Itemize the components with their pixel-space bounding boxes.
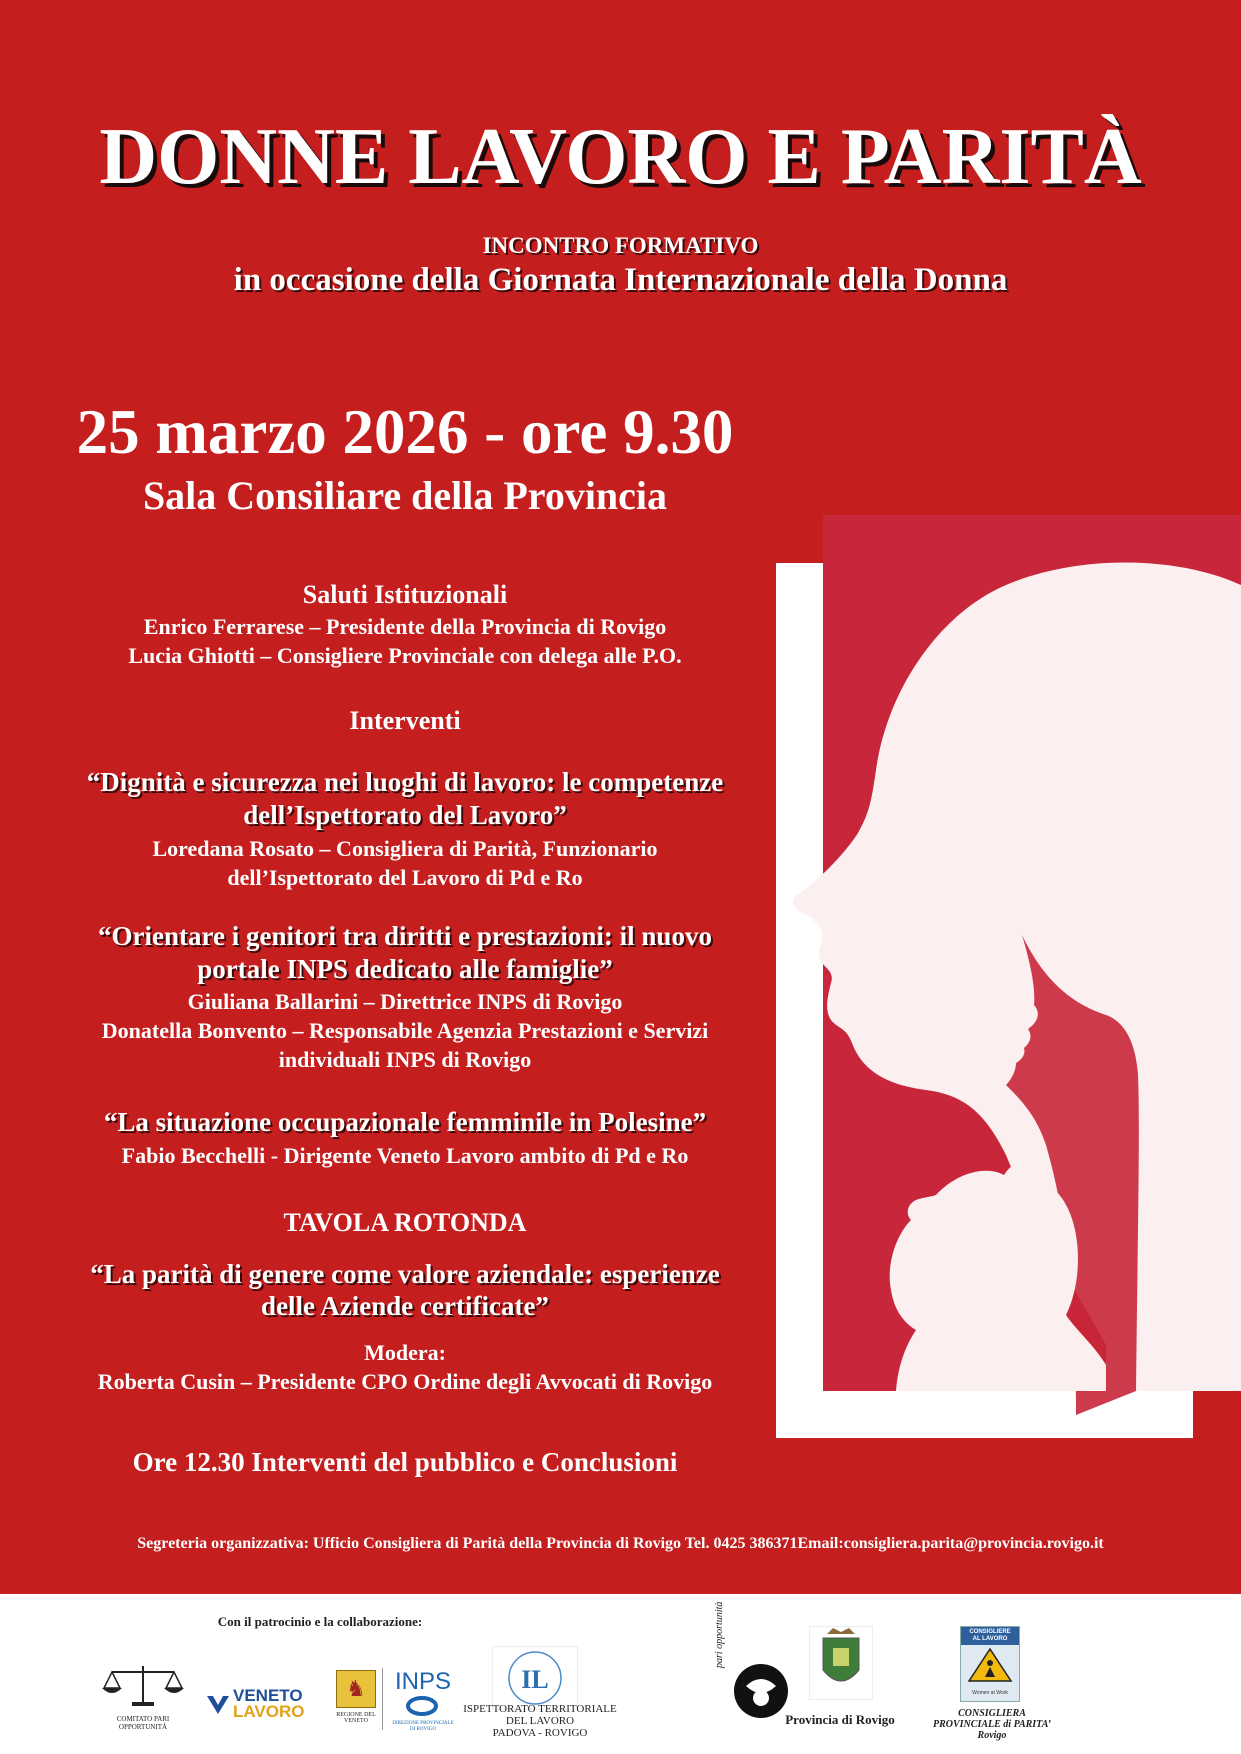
roundtable-title-line2: delle Aziende certificate” [261,1291,549,1321]
event-venue: Sala Consiliare della Provincia [142,473,668,518]
ispettorato-label-line1: ISPETTORATO TERRITORIALE [463,1703,617,1715]
lavoro-label: LAVORO [233,1702,305,1721]
talk2-speaker-line2: Donatella Bonvento – Responsabile Agenzia Prestazioni e Servizi [101,1018,709,1043]
consigliere-badge-line2: AL LAVORO [972,1636,1008,1642]
ispettorato-seal-icon [492,1646,578,1710]
greeting-speaker-2: Lucia Ghiotti – Consigliere Provinciale con delega alle P.O. [128,643,682,668]
lion-crest-icon: ♞ [336,1670,376,1708]
talk2-title-line1: “Orientare i genitori tra diritti e prestazioni: il nuovo [98,921,712,951]
roundtable-heading: TAVOLA ROTONDA [283,1208,527,1237]
event-occasion: in occasione della Giornata Internazionale della Donna [233,262,1008,298]
inps-sub-line2: DI ROVIGO [410,1727,436,1732]
inps-label: INPS [394,1668,451,1695]
veneto-lavoro-mark-icon [205,1692,231,1718]
secretariat-label: Segreteria organizzativa: [137,1535,309,1552]
talk3-speaker: Fabio Becchelli - Dirigente Veneto Lavoro ambito di Pd e Ro [121,1143,689,1168]
event-title: DONNE LAVORO E PARITÀ [99,113,1142,201]
talk3-title: “La situazione occupazionale femminile in Polesine” [103,1107,707,1137]
regione-label: REGIONE DEL VENETO [336,1712,376,1724]
talk1-speaker-line1: Loredana Rosato – Consigliera di Parità, Funzionario [152,836,658,861]
talks-heading: Interventi [349,706,461,735]
provincia-label: Provincia di Rovigo [785,1712,895,1727]
cpo-logo [102,1662,184,1732]
regione-veneto-logo [326,1670,386,1730]
ispettorato-label-line3: PADOVA - ROVIGO [492,1727,588,1739]
moderator-label: Modera: [364,1340,446,1365]
patronage-label: Con il patrocinio e la collaborazione: [217,1614,423,1629]
inps-logo [392,1670,454,1742]
silhouette-illustration [776,515,1241,1440]
closing-session: Ore 12.30 Interventi del pubblico e Conclusioni [132,1447,678,1477]
provincia-rovigo-crest [809,1626,873,1700]
greetings-heading: Saluti Istituzionali [302,580,508,609]
talk1-title-line2: dell’Ispettorato del Lavoro” [243,800,567,830]
veneto-lavoro-logo [205,1686,315,1726]
talk1-speaker-line2: dell’Ispettorato del Lavoro di Pd e Ro [227,865,583,890]
secretariat-contact: Ufficio Consigliera di Parità della Provincia di Rovigo Tel. 0425 386371Email:consigliera.parita@provincia.rovigo.it [312,1535,1104,1552]
event-date-time: 25 marzo 2026 - ore 9.30 [76,397,734,467]
ispettorato-logo [492,1646,578,1710]
consigliera-label-line2: PROVINCIALE di PARITA’ [933,1719,1051,1730]
inps-sub-line1: DIREZIONE PROVINCIALE [392,1721,454,1726]
consigliera-label-line3: Rovigo [977,1730,1007,1741]
cpo-label-line1: COMITATO PARI [116,1715,170,1723]
provincia-shield-icon [809,1626,873,1700]
roundtable-title-line1: “La parità di genere come valore aziendale: esperienze [90,1259,720,1289]
scales-icon [102,1662,184,1710]
footer-logos-band [0,1594,1241,1754]
talk1-title-line1: “Dignità e sicurezza nei luoghi di lavoro: le competenze [86,767,724,797]
consigliera-parita-badge [960,1626,1018,1700]
logo-divider [382,1668,383,1730]
talk2-speaker-line1: Giuliana Ballarini – Direttrice INPS di Rovigo [187,989,623,1014]
inps-swoosh-icon [392,1694,454,1716]
moderator-name: Roberta Cusin – Presidente CPO Ordine degli Avvocati di Rovigo [97,1369,713,1394]
greeting-speaker-1: Enrico Ferrarese – Presidente della Provincia di Rovigo [143,614,667,639]
svg-text:IL: IL [521,1665,549,1694]
pari-opportunita-label: pari opportunità [714,1601,725,1668]
talk2-title-line2: portale INPS dedicato alle famiglie” [197,954,613,984]
cpo-label-line2: OPPORTUNITÀ [118,1723,168,1731]
consigliere-badge-sub: Women at Work [972,1690,1008,1696]
consigliere-badge-line1: CONSIGLIERE [969,1629,1011,1635]
event-kicker: INCONTRO FORMATIVO [482,233,759,258]
ispettorato-label-line2: DEL LAVORO [505,1715,575,1727]
consigliera-label-line1: CONSIGLIERA [958,1708,1026,1719]
talk2-speaker-line3: individuali INPS di Rovigo [278,1047,532,1072]
warning-sign-icon [961,1645,1019,1685]
veneto-label: VENETO [233,1686,303,1705]
organizing-secretariat [0,1535,1241,1553]
